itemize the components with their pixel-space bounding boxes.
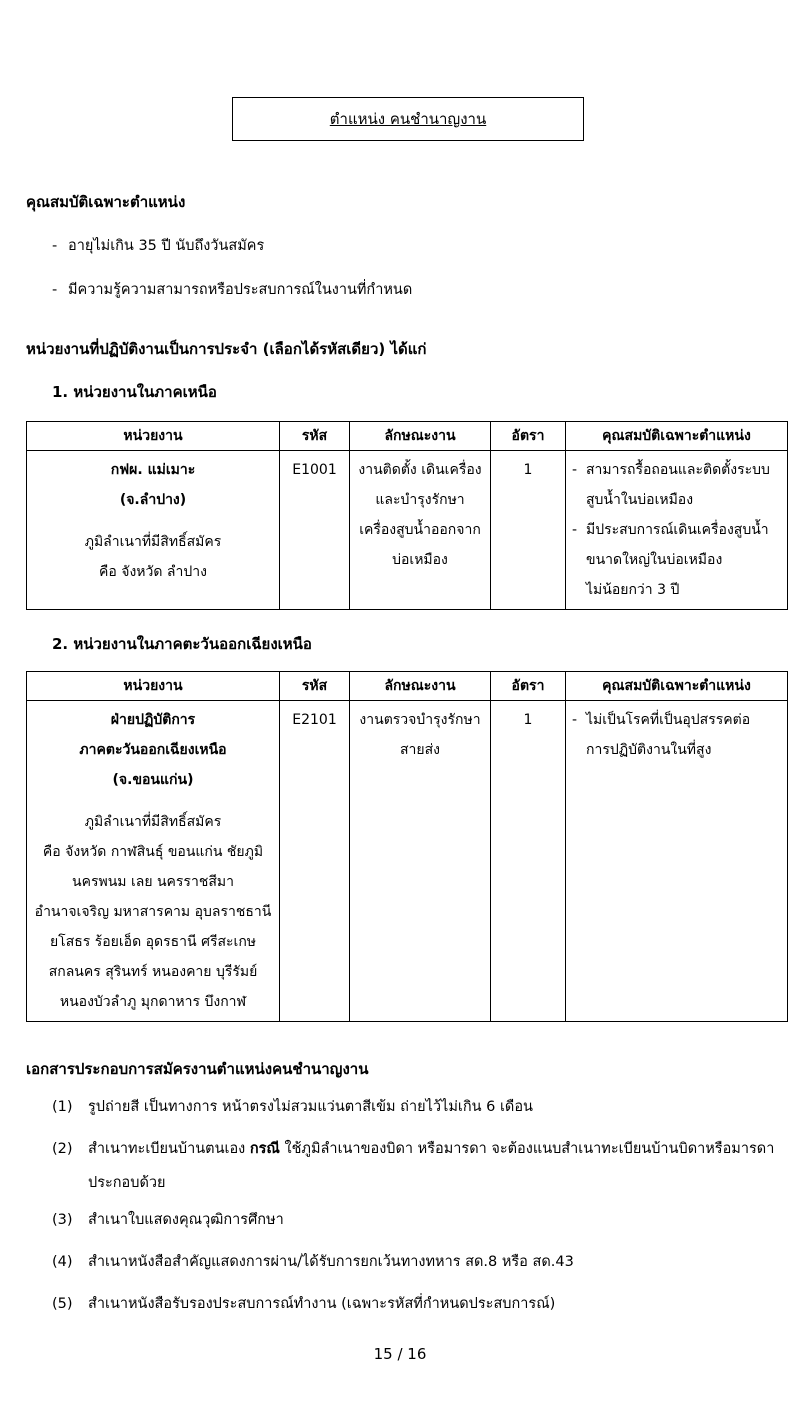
qual-item: - ไม่เป็นโรคที่เป็นอุปสรรคต่อ การปฏิบัติงานในที่สูง xyxy=(572,712,751,758)
table-header-row xyxy=(27,672,788,701)
unit-province: (จ.ลำปาง) xyxy=(119,492,187,508)
domicile-text: อำนาจเจริญ มหาสารคาม อุบลราชธานี xyxy=(34,904,272,920)
header-unit: หน่วยงาน xyxy=(27,672,280,701)
documents-heading: เอกสารประกอบการสมัครงานตำแหน่งคนชำนาญงาน xyxy=(26,1060,369,1078)
region1-table xyxy=(26,421,788,610)
job-cell: งานติดตั้ง เดินเครื่อง และบำรุงรักษา เครื่องสูบน้ำออกจาก บ่อเหมือง xyxy=(350,451,491,610)
qual-item: - สามารถรื้อถอนและติดตั้งระบบ สูบน้ำในบ่อเหมือง xyxy=(572,462,770,508)
job-cell: งานตรวจบำรุงรักษา สายส่ง xyxy=(350,701,491,1022)
header-rate: อัตรา xyxy=(491,422,566,451)
qual-cell xyxy=(566,701,788,1022)
header-unit: หน่วยงาน xyxy=(27,422,280,451)
qualifications-heading: คุณสมบัติเฉพาะตำแหน่ง xyxy=(26,193,186,211)
qual-item: - มีประสบการณ์เดินเครื่องสูบน้ำ ขนาดใหญ่ในบ่อเหมือง ไม่น้อยกว่า 3 ปี xyxy=(572,522,769,598)
header-rate: อัตรา xyxy=(491,672,566,701)
domicile-text: ภูมิลำเนาที่มีสิทธิ์สมัคร xyxy=(84,814,222,830)
header-qual: คุณสมบัติเฉพาะตำแหน่ง xyxy=(566,422,788,451)
header-qual: คุณสมบัติเฉพาะตำแหน่ง xyxy=(566,672,788,701)
domicile-text: ยโสธร ร้อยเอ็ด อุดรธานี ศรีสะเกษ xyxy=(49,934,257,950)
document-item: (5) สำเนาหนังสือรับรองประสบการณ์ทำงาน (เฉพาะรหัสที่กำหนดประสบการณ์) xyxy=(52,1296,556,1312)
unit-name: ภาคตะวันออกเฉียงเหนือ xyxy=(79,742,227,758)
rate-cell: 1 xyxy=(491,451,566,610)
document-item: (1) รูปถ่ายสี เป็นทางการ หน้าตรงไม่สวมแว่นตาสีเข้ม ถ่ายไว้ไม่เกิน 6 เดือน xyxy=(52,1099,533,1115)
page-title: ตำแหน่ง คนชำนาญงาน xyxy=(329,110,487,128)
region2-table xyxy=(26,671,788,1022)
domicile-text: นครพนม เลย นครราชสีมา xyxy=(72,874,234,890)
code-cell: E1001 xyxy=(280,451,350,610)
code-cell: E2101 xyxy=(280,701,350,1022)
region1-heading: 1. หน่วยงานในภาคเหนือ xyxy=(52,383,217,401)
unit-cell xyxy=(27,701,280,1022)
rate-cell: 1 xyxy=(491,701,566,1022)
unit-name: ฝ่ายปฏิบัติการ xyxy=(110,712,196,728)
region2-heading: 2. หน่วยงานในภาคตะวันออกเฉียงเหนือ xyxy=(52,635,312,653)
units-heading: หน่วยงานที่ปฏิบัติงานเป็นการประจำ (เลือกได้รหัสเดียว) ได้แก่ xyxy=(26,340,427,358)
unit-cell xyxy=(27,451,280,610)
domicile-text: หนองบัวลำภู มุกดาหาร บึงกาฬ xyxy=(59,994,247,1010)
header-job: ลักษณะงาน xyxy=(350,422,491,451)
title-box xyxy=(232,97,584,141)
qualification-item: - อายุไม่เกิน 35 ปี นับถึงวันสมัคร xyxy=(52,238,265,254)
document-item: (2) สำเนาทะเบียนบ้านตนเอง กรณี ใช้ภูมิลำเนาของบิดา หรือมารดา จะต้องแนบสำเนาทะเบียนบ้านบิดาหรือมารดาประกอบด้วย xyxy=(52,1141,775,1191)
qualification-item: - มีความรู้ความสามารถหรือประสบการณ์ในงานที่กำหนด xyxy=(52,282,413,298)
header-code: รหัส xyxy=(280,672,350,701)
domicile-text: ภูมิลำเนาที่มีสิทธิ์สมัคร xyxy=(84,534,222,550)
domicile-text: คือ จังหวัด ลำปาง xyxy=(99,564,207,580)
domicile-text: คือ จังหวัด กาฬสินธุ์ ขอนแก่น ชัยภูมิ xyxy=(42,844,264,860)
document-item: (3) สำเนาใบแสดงคุณวุฒิการศึกษา xyxy=(52,1212,284,1228)
table-row xyxy=(27,451,788,610)
page-number: 15 / 16 xyxy=(373,1345,427,1363)
domicile-text: สกลนคร สุรินทร์ หนองคาย บุรีรัมย์ xyxy=(48,964,258,980)
unit-province: (จ.ขอนแก่น) xyxy=(112,772,194,788)
qual-cell xyxy=(566,451,788,610)
table-row xyxy=(27,701,788,1022)
unit-name: กฟผ. แม่เมาะ xyxy=(110,462,196,478)
header-code: รหัส xyxy=(280,422,350,451)
header-job: ลักษณะงาน xyxy=(350,672,491,701)
table-header-row xyxy=(27,422,788,451)
document-item: (4) สำเนาหนังสือสำคัญแสดงการผ่าน/ได้รับการยกเว้นทางทหาร สด.8 หรือ สด.43 xyxy=(52,1254,574,1270)
